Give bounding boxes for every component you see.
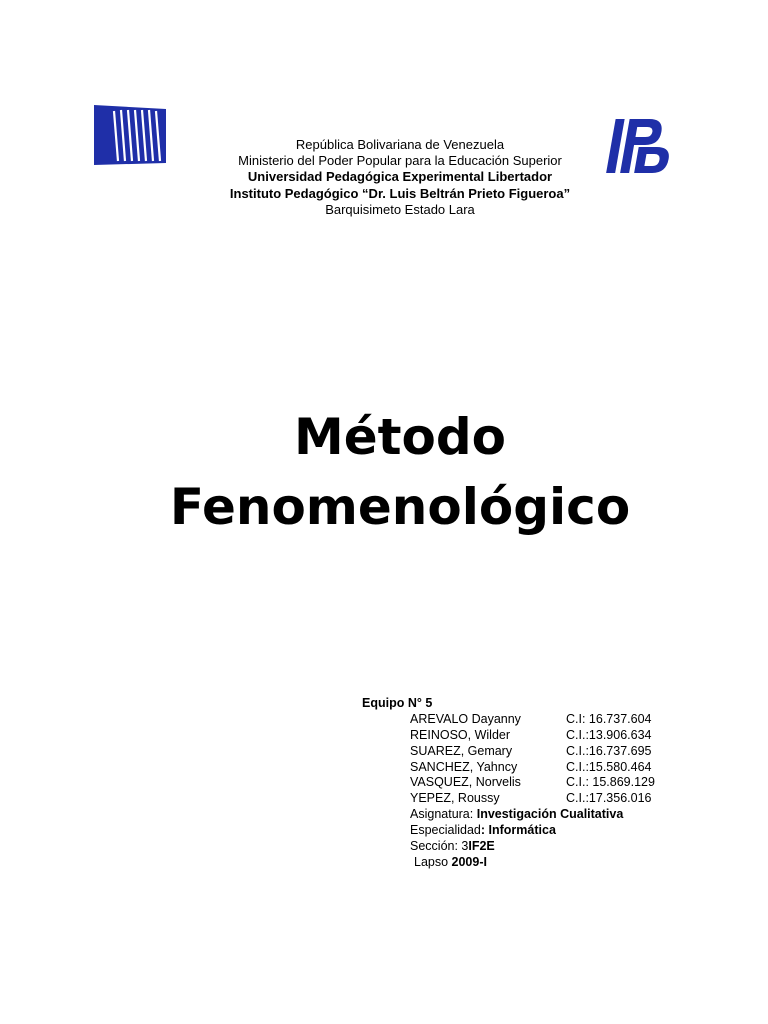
asignatura-line bbox=[362, 807, 623, 823]
member-name: AREVALO Dayanny bbox=[410, 711, 521, 726]
list-item bbox=[362, 711, 652, 728]
list-item bbox=[362, 775, 655, 791]
lapso-label: Lapso bbox=[414, 854, 452, 869]
member-name: REINOSO, Wilder bbox=[410, 727, 511, 742]
lapso-value: 2009-I bbox=[451, 854, 487, 869]
asignatura-value: Investigación Cualitativa bbox=[476, 807, 624, 822]
member-ci: C.I.: 15.869.129 bbox=[566, 775, 655, 790]
header-line-city: Barquisimeto Estado Lara bbox=[325, 201, 475, 217]
especialidad-label: Especialidad bbox=[410, 823, 481, 838]
member-name: YEPEZ, Roussy bbox=[410, 791, 500, 806]
member-ci: C.I.:13.906.634 bbox=[566, 727, 652, 742]
member-ci: C.I.:17.356.016 bbox=[566, 791, 652, 806]
institution-header bbox=[0, 137, 768, 218]
especialidad-line bbox=[362, 823, 623, 839]
seccion-line bbox=[362, 839, 623, 855]
seccion-label: Sección: 3 bbox=[410, 839, 469, 854]
title-line-1: Método bbox=[293, 408, 507, 466]
member-name: SANCHEZ, Yahncy bbox=[410, 759, 518, 774]
header-line-university: Universidad Pedagógica Experimental Libertador bbox=[247, 169, 553, 185]
header-line-institute: Instituto Pedagógico “Dr. Luis Beltrán Prieto Figueroa” bbox=[229, 185, 571, 201]
asignatura-label: Asignatura: bbox=[410, 807, 477, 822]
list-item bbox=[362, 791, 652, 807]
header-line-republic: República Bolivariana de Venezuela bbox=[295, 137, 505, 152]
member-name: SUAREZ, Gemary bbox=[410, 743, 513, 758]
especialidad-value: : Informática bbox=[480, 823, 556, 838]
title-line-2: Fenomenológico bbox=[169, 478, 631, 536]
document-title bbox=[0, 402, 768, 542]
list-item bbox=[362, 759, 652, 776]
member-name: VASQUEZ, Norvelis bbox=[410, 775, 521, 790]
team-block bbox=[362, 696, 655, 871]
lapso-line bbox=[362, 855, 623, 871]
member-ci: C.I.:16.737.695 bbox=[566, 743, 652, 758]
member-ci: C.I: 16.737.604 bbox=[566, 711, 652, 726]
header-line-ministry: Ministerio del Poder Popular para la Educación Superior bbox=[238, 153, 562, 169]
member-ci: C.I.:15.580.464 bbox=[566, 759, 652, 774]
team-heading: Equipo N° 5 bbox=[362, 696, 433, 710]
seccion-value: IF2E bbox=[468, 839, 495, 854]
list-item bbox=[362, 727, 652, 744]
list-item bbox=[362, 743, 652, 760]
